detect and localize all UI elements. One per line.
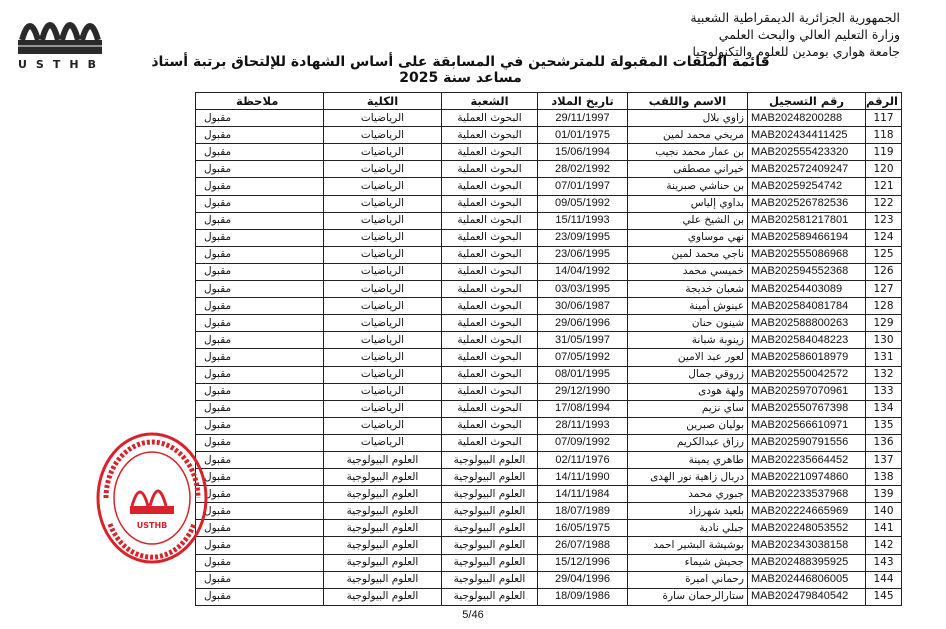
- table-row: [196, 332, 902, 349]
- cell-code: MAB202526782536: [748, 195, 866, 212]
- header-faculty: الكلية: [324, 93, 442, 110]
- cell-branch: البحوث العملية: [442, 110, 538, 127]
- cell-branch: البحوث العملية: [442, 229, 538, 246]
- cell-faculty: الرياضيات: [324, 229, 442, 246]
- cell-branch: البحوث العملية: [442, 349, 538, 366]
- cell-note: مقبول: [196, 161, 324, 178]
- cell-note: مقبول: [196, 434, 324, 451]
- cell-branch: البحوث العملية: [442, 144, 538, 161]
- cell-branch: البحوث العملية: [442, 417, 538, 434]
- cell-num: 118: [866, 127, 902, 144]
- cell-date: 17/08/1994: [538, 400, 628, 417]
- cell-faculty: الرياضيات: [324, 110, 442, 127]
- table-row: [196, 144, 902, 161]
- cell-faculty: الرياضيات: [324, 195, 442, 212]
- cell-name: شعبان خديجة: [628, 281, 748, 298]
- table-row: [196, 281, 902, 298]
- cell-faculty: العلوم البيولوجية: [324, 469, 442, 486]
- table-row: [196, 263, 902, 280]
- cell-num: 117: [866, 110, 902, 127]
- cell-note: مقبول: [196, 537, 324, 554]
- cell-branch: البحوث العملية: [442, 366, 538, 383]
- cell-num: 139: [866, 486, 902, 503]
- cell-note: مقبول: [196, 588, 324, 605]
- cell-num: 135: [866, 417, 902, 434]
- table-row: [196, 434, 902, 451]
- cell-note: مقبول: [196, 503, 324, 520]
- cell-branch: العلوم البيولوجية: [442, 588, 538, 605]
- cell-faculty: العلوم البيولوجية: [324, 588, 442, 605]
- cell-note: مقبول: [196, 400, 324, 417]
- cell-faculty: الرياضيات: [324, 315, 442, 332]
- cell-code: MAB202586018979: [748, 349, 866, 366]
- cell-num: 142: [866, 537, 902, 554]
- cell-code: MAB202434411425: [748, 127, 866, 144]
- cell-code: MAB20259254742: [748, 178, 866, 195]
- cell-name: جبوري محمد: [628, 486, 748, 503]
- cell-faculty: الرياضيات: [324, 366, 442, 383]
- cell-name: بوليان صبرين: [628, 417, 748, 434]
- cell-faculty: الرياضيات: [324, 417, 442, 434]
- table-row: [196, 298, 902, 315]
- cell-name: بلعيد شهرزاد: [628, 503, 748, 520]
- cell-num: 133: [866, 383, 902, 400]
- cell-note: مقبول: [196, 315, 324, 332]
- cell-note: مقبول: [196, 383, 324, 400]
- table-row: [196, 212, 902, 229]
- cell-faculty: العلوم البيولوجية: [324, 486, 442, 503]
- cell-code: MAB202235664452: [748, 451, 866, 468]
- cell-branch: البحوث العملية: [442, 246, 538, 263]
- cell-num: 145: [866, 588, 902, 605]
- cell-code: MAB202343038158: [748, 537, 866, 554]
- cell-code: MAB202555423320: [748, 144, 866, 161]
- cell-name: لعور عبد الامين: [628, 349, 748, 366]
- cell-note: مقبول: [196, 554, 324, 571]
- cell-num: 140: [866, 503, 902, 520]
- cell-note: مقبول: [196, 281, 324, 298]
- cell-name: جحيش شيماء: [628, 554, 748, 571]
- cell-branch: البحوث العملية: [442, 178, 538, 195]
- cell-code: MAB202248053552: [748, 520, 866, 537]
- cell-note: مقبول: [196, 178, 324, 195]
- cell-num: 124: [866, 229, 902, 246]
- cell-name: بن حناشي صبرينة: [628, 178, 748, 195]
- cell-num: 138: [866, 469, 902, 486]
- cell-note: مقبول: [196, 212, 324, 229]
- cell-note: مقبول: [196, 246, 324, 263]
- table-row: [196, 554, 902, 571]
- cell-faculty: الرياضيات: [324, 212, 442, 229]
- cell-note: مقبول: [196, 127, 324, 144]
- table-row: [196, 195, 902, 212]
- cell-name: ولهة هودى: [628, 383, 748, 400]
- cell-num: 121: [866, 178, 902, 195]
- table-row: [196, 400, 902, 417]
- cell-name: مريخي محمد لمين: [628, 127, 748, 144]
- table-row: [196, 503, 902, 520]
- cell-date: 18/09/1986: [538, 588, 628, 605]
- cell-date: 01/01/1975: [538, 127, 628, 144]
- official-seal-icon: [92, 428, 212, 568]
- cell-name: ستارالرحمان سارة: [628, 588, 748, 605]
- header-date: تاريخ الملاد: [538, 93, 628, 110]
- header-num: الرقم: [866, 93, 902, 110]
- cell-num: 136: [866, 434, 902, 451]
- cell-date: 23/09/1995: [538, 229, 628, 246]
- cell-num: 120: [866, 161, 902, 178]
- cell-code: MAB202479840542: [748, 588, 866, 605]
- cell-faculty: الرياضيات: [324, 383, 442, 400]
- table-row: [196, 110, 902, 127]
- cell-date: 30/06/1987: [538, 298, 628, 315]
- table-row: [196, 537, 902, 554]
- cell-faculty: العلوم البيولوجية: [324, 503, 442, 520]
- header-code: رقم التسجيل: [748, 93, 866, 110]
- cell-code: MAB202233537968: [748, 486, 866, 503]
- cell-faculty: الرياضيات: [324, 127, 442, 144]
- cell-branch: العلوم البيولوجية: [442, 520, 538, 537]
- table-row: [196, 588, 902, 605]
- logo-text: USTHB: [18, 58, 105, 71]
- table-row: [196, 469, 902, 486]
- cell-date: 29/11/1997: [538, 110, 628, 127]
- cell-date: 23/06/1995: [538, 246, 628, 263]
- cell-num: 125: [866, 246, 902, 263]
- cell-note: مقبول: [196, 110, 324, 127]
- cell-date: 15/06/1994: [538, 144, 628, 161]
- cell-name: ناجي محمد لمين: [628, 246, 748, 263]
- cell-name: شينون حنان: [628, 315, 748, 332]
- cell-branch: العلوم البيولوجية: [442, 537, 538, 554]
- cell-branch: العلوم البيولوجية: [442, 554, 538, 571]
- table-row: [196, 366, 902, 383]
- table-row: [196, 486, 902, 503]
- cell-num: 122: [866, 195, 902, 212]
- cell-note: مقبول: [196, 366, 324, 383]
- candidates-table: [195, 92, 902, 606]
- cell-date: 29/06/1996: [538, 315, 628, 332]
- cell-branch: العلوم البيولوجية: [442, 503, 538, 520]
- cell-date: 15/11/1993: [538, 212, 628, 229]
- header-line-3: جامعة هواري بومدين للعلوم والتكنولوجيا: [692, 44, 900, 59]
- cell-name: خميسي محمد: [628, 263, 748, 280]
- cell-faculty: الرياضيات: [324, 144, 442, 161]
- cell-num: 123: [866, 212, 902, 229]
- cell-date: 07/01/1997: [538, 178, 628, 195]
- table-row: [196, 178, 902, 195]
- cell-num: 143: [866, 554, 902, 571]
- cell-code: MAB202566610971: [748, 417, 866, 434]
- cell-code: MAB202550767398: [748, 400, 866, 417]
- cell-num: 132: [866, 366, 902, 383]
- cell-name: بن الشيخ علي: [628, 212, 748, 229]
- cell-faculty: الرياضيات: [324, 263, 442, 280]
- cell-faculty: العلوم البيولوجية: [324, 554, 442, 571]
- cell-branch: العلوم البيولوجية: [442, 469, 538, 486]
- header-name: الاسم واللقب: [628, 93, 748, 110]
- cell-date: 09/05/1992: [538, 195, 628, 212]
- cell-name: بداوي إلياس: [628, 195, 748, 212]
- cell-num: 141: [866, 520, 902, 537]
- cell-code: MAB202588800263: [748, 315, 866, 332]
- cell-note: مقبول: [196, 195, 324, 212]
- cell-num: 129: [866, 315, 902, 332]
- cell-code: MAB202555086968: [748, 246, 866, 263]
- table-row: [196, 127, 902, 144]
- header-branch: الشعبة: [442, 93, 538, 110]
- table-row: [196, 451, 902, 468]
- cell-branch: البحوث العملية: [442, 434, 538, 451]
- cell-date: 14/11/1990: [538, 469, 628, 486]
- cell-num: 137: [866, 451, 902, 468]
- cell-branch: البحوث العملية: [442, 263, 538, 280]
- cell-code: MAB202584048223: [748, 332, 866, 349]
- cell-branch: البحوث العملية: [442, 383, 538, 400]
- cell-date: 29/04/1996: [538, 571, 628, 588]
- cell-name: جبلي نادية: [628, 520, 748, 537]
- cell-note: مقبول: [196, 263, 324, 280]
- cell-branch: البحوث العملية: [442, 212, 538, 229]
- svg-text:USTHB: USTHB: [136, 521, 168, 530]
- cell-date: 15/12/1996: [538, 554, 628, 571]
- cell-note: مقبول: [196, 451, 324, 468]
- cell-note: مقبول: [196, 349, 324, 366]
- cell-faculty: الرياضيات: [324, 281, 442, 298]
- header-line-1: الجمهورية الجزائرية الديمقراطية الشعبية: [690, 10, 900, 25]
- cell-num: 131: [866, 349, 902, 366]
- table-row: [196, 383, 902, 400]
- cell-code: MAB202589466194: [748, 229, 866, 246]
- cell-name: دربال زاهية نور الهدى: [628, 469, 748, 486]
- cell-date: 07/05/1992: [538, 349, 628, 366]
- cell-date: 14/04/1992: [538, 263, 628, 280]
- cell-name: ساي نزيم: [628, 400, 748, 417]
- cell-code: MAB202446806005: [748, 571, 866, 588]
- cell-branch: البحوث العملية: [442, 281, 538, 298]
- header-note: ملاحظة: [196, 93, 324, 110]
- cell-date: 14/11/1984: [538, 486, 628, 503]
- cell-num: 130: [866, 332, 902, 349]
- cell-name: زروقي جمال: [628, 366, 748, 383]
- table-header-row: [196, 93, 902, 110]
- cell-code: MAB202550042572: [748, 366, 866, 383]
- cell-note: مقبول: [196, 486, 324, 503]
- cell-code: MAB20254403089: [748, 281, 866, 298]
- cell-date: 18/07/1989: [538, 503, 628, 520]
- cell-date: 31/05/1997: [538, 332, 628, 349]
- cell-date: 29/12/1990: [538, 383, 628, 400]
- cell-name: رزاق عبدالكريم: [628, 434, 748, 451]
- cell-note: مقبول: [196, 520, 324, 537]
- cell-name: بن عمار محمد نجيب: [628, 144, 748, 161]
- table-row: [196, 315, 902, 332]
- cell-date: 28/02/1992: [538, 161, 628, 178]
- cell-code: MAB20248200288: [748, 110, 866, 127]
- cell-date: 02/11/1976: [538, 451, 628, 468]
- cell-note: مقبول: [196, 469, 324, 486]
- cell-num: 144: [866, 571, 902, 588]
- cell-code: MAB202572409247: [748, 161, 866, 178]
- cell-name: رحماني اميرة: [628, 571, 748, 588]
- cell-num: 128: [866, 298, 902, 315]
- cell-faculty: الرياضيات: [324, 178, 442, 195]
- cell-code: MAB202594552368: [748, 263, 866, 280]
- cell-date: 07/09/1992: [538, 434, 628, 451]
- cell-note: مقبول: [196, 417, 324, 434]
- cell-faculty: الرياضيات: [324, 246, 442, 263]
- cell-faculty: الرياضيات: [324, 400, 442, 417]
- cell-date: 16/05/1975: [538, 520, 628, 537]
- cell-date: 03/03/1995: [538, 281, 628, 298]
- cell-branch: العلوم البيولوجية: [442, 486, 538, 503]
- cell-branch: البحوث العملية: [442, 161, 538, 178]
- cell-name: نهي موساوي: [628, 229, 748, 246]
- cell-branch: البحوث العملية: [442, 332, 538, 349]
- table-row: [196, 417, 902, 434]
- cell-branch: العلوم البيولوجية: [442, 571, 538, 588]
- cell-note: مقبول: [196, 332, 324, 349]
- cell-date: 28/11/1993: [538, 417, 628, 434]
- cell-code: MAB202488395925: [748, 554, 866, 571]
- table-row: [196, 571, 902, 588]
- cell-faculty: الرياضيات: [324, 161, 442, 178]
- cell-name: خيراني مصطفى: [628, 161, 748, 178]
- cell-name: عينوش أمينة: [628, 298, 748, 315]
- cell-faculty: العلوم البيولوجية: [324, 571, 442, 588]
- cell-name: زينوبة شبانة: [628, 332, 748, 349]
- cell-faculty: الرياضيات: [324, 298, 442, 315]
- cell-branch: البحوث العملية: [442, 127, 538, 144]
- cell-faculty: العلوم البيولوجية: [324, 451, 442, 468]
- cell-faculty: الرياضيات: [324, 434, 442, 451]
- cell-code: MAB202590791556: [748, 434, 866, 451]
- cell-code: MAB202581217801: [748, 212, 866, 229]
- table-row: [196, 349, 902, 366]
- cell-code: MAB202224665969: [748, 503, 866, 520]
- table-row: [196, 161, 902, 178]
- document-title: قائمة الملفات المقبولة للمترشحين في المسابقة على أساس الشهادة للإلتحاق برتبة أستاذ مساعد سنة 2025: [151, 54, 770, 86]
- cell-name: زاوي بلال: [628, 110, 748, 127]
- cell-branch: البحوث العملية: [442, 195, 538, 212]
- cell-faculty: العلوم البيولوجية: [324, 537, 442, 554]
- cell-name: بوشيشة البشير احمد: [628, 537, 748, 554]
- cell-branch: البحوث العملية: [442, 400, 538, 417]
- cell-date: 08/01/1995: [538, 366, 628, 383]
- page-number: 5/46: [462, 609, 484, 621]
- cell-note: مقبول: [196, 298, 324, 315]
- cell-code: MAB202597070961: [748, 383, 866, 400]
- cell-code: MAB202210974860: [748, 469, 866, 486]
- cell-branch: البحوث العملية: [442, 298, 538, 315]
- cell-branch: العلوم البيولوجية: [442, 451, 538, 468]
- cell-num: 119: [866, 144, 902, 161]
- cell-num: 134: [866, 400, 902, 417]
- cell-num: 126: [866, 263, 902, 280]
- cell-note: مقبول: [196, 144, 324, 161]
- cell-code: MAB202584081784: [748, 298, 866, 315]
- header-line-2: وزارة التعليم العالي والبحث العلمي: [718, 27, 900, 42]
- cell-num: 127: [866, 281, 902, 298]
- cell-note: مقبول: [196, 571, 324, 588]
- cell-note: مقبول: [196, 229, 324, 246]
- table-row: [196, 520, 902, 537]
- cell-faculty: الرياضيات: [324, 332, 442, 349]
- cell-branch: البحوث العملية: [442, 315, 538, 332]
- cell-date: 26/07/1988: [538, 537, 628, 554]
- table-row: [196, 246, 902, 263]
- cell-faculty: الرياضيات: [324, 349, 442, 366]
- table-row: [196, 229, 902, 246]
- cell-name: طاهري يمينة: [628, 451, 748, 468]
- cell-faculty: العلوم البيولوجية: [324, 520, 442, 537]
